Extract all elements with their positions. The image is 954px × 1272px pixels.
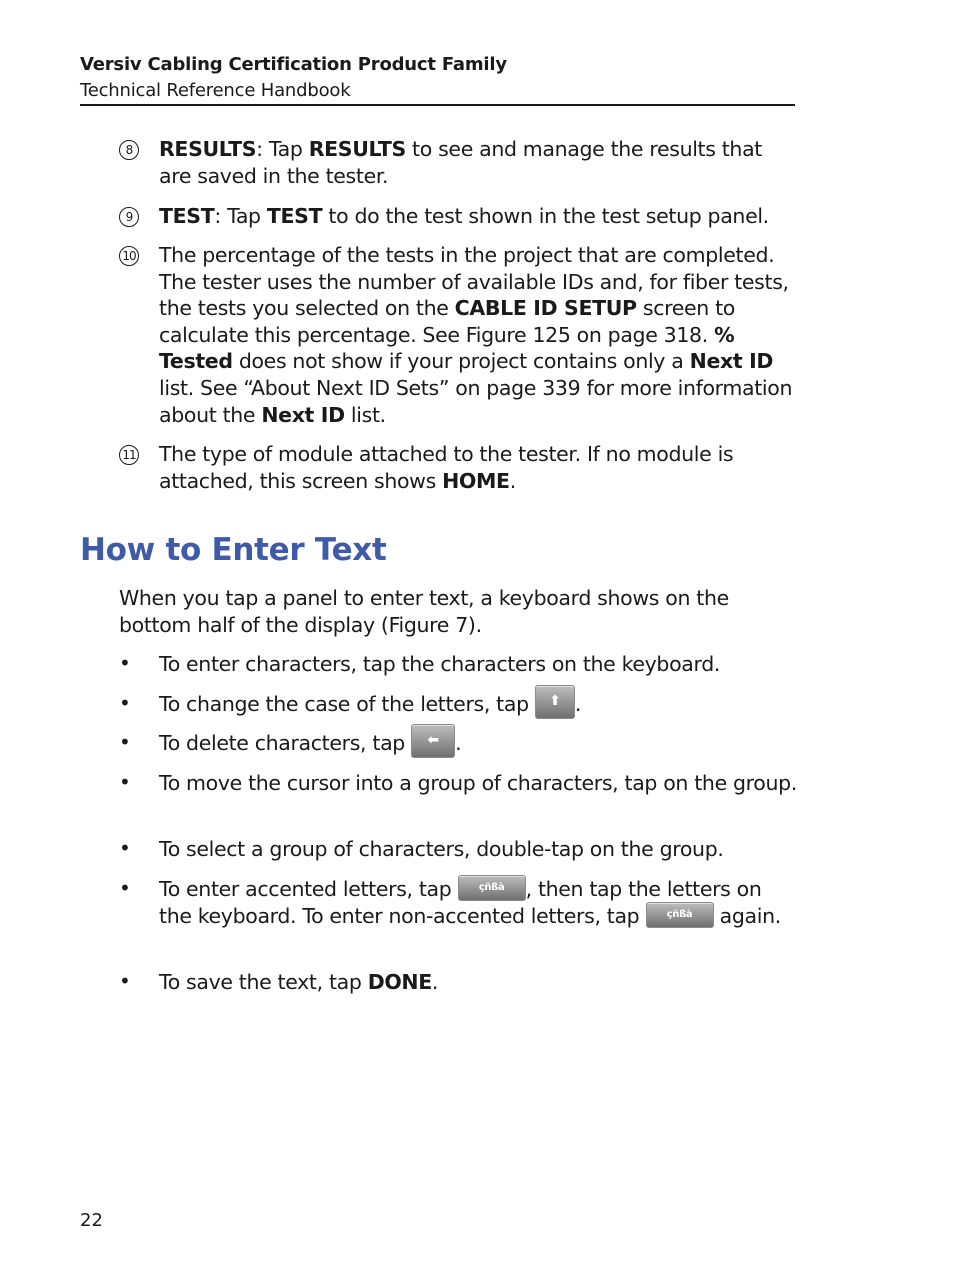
section-intro: When you tap a panel to enter text, a keyboard shows on the bottom half of the display (Figure 7). — [119, 586, 729, 637]
ui-term: HOME — [442, 468, 510, 493]
ui-term: TEST — [266, 204, 323, 228]
text-run: The type of module attached to the tester. If no module is attached, this screen shows — [159, 442, 734, 493]
text-run: again. — [713, 903, 781, 928]
text-run: To enter accented letters, tap — [159, 877, 458, 901]
accent-key-icon: çñßà — [458, 875, 526, 901]
callout-text — [159, 203, 799, 230]
callout-number: 11 — [119, 445, 139, 465]
page-number: 22 — [80, 1210, 103, 1231]
left-arrow-icon: ⬅ — [411, 724, 455, 758]
callout-text — [159, 136, 799, 189]
header-title: Versiv Cabling Certification Product Family — [80, 54, 507, 75]
list-item-text — [159, 836, 799, 863]
text-run: . — [455, 731, 462, 755]
text-run: list. — [344, 402, 386, 427]
text-run: To delete characters, tap — [159, 731, 412, 755]
text-run: . — [431, 970, 439, 994]
up-arrow-icon: ⬆ — [535, 685, 575, 719]
text-run: To move the cursor into a group of characters, tap on the group. — [159, 771, 797, 795]
text-run: . — [574, 692, 582, 716]
ui-term: RESULTS — [159, 137, 257, 161]
text-run: : Tap — [214, 204, 267, 228]
text-run: . — [509, 468, 516, 493]
bullet-marker: • — [119, 770, 131, 794]
section-title: How to Enter Text — [80, 532, 387, 568]
text-run: screen to calculate this percentage. See Figure 125 on page 318. — [159, 296, 735, 347]
text-run: To save the text, tap — [159, 970, 368, 994]
text-run: : Tap — [256, 137, 309, 161]
ui-term: Next ID — [689, 349, 774, 374]
bullet-marker: • — [119, 969, 131, 993]
running-header — [80, 52, 795, 103]
list-item-text — [159, 876, 799, 929]
list-item-text — [159, 969, 799, 996]
header-subtitle: Technical Reference Handbook — [80, 80, 351, 101]
list-item-text — [159, 770, 799, 797]
text-run: To enter characters, tap the characters on the keyboard. — [159, 652, 721, 676]
text-run: does not show if your project contains only a — [232, 349, 690, 374]
list-item-text — [159, 651, 799, 678]
bullet-marker: • — [119, 876, 131, 900]
callout-number: 10 — [119, 246, 139, 266]
ui-term: Next ID — [261, 402, 345, 427]
text-run: to see and manage the results that are saved in the tester. — [159, 137, 762, 188]
list-item-text — [159, 691, 799, 719]
ui-term: CABLE ID SETUP — [454, 296, 637, 321]
callout-number: 9 — [119, 207, 139, 227]
bullet-marker: • — [119, 651, 131, 675]
ui-term: % Tested — [159, 322, 735, 374]
callout-text — [159, 242, 799, 428]
text-run: list. See “About Next ID Sets” on page 339 for more information about the — [159, 375, 793, 427]
callout-number: 8 — [119, 140, 139, 160]
text-run: The percentage of the tests in the project that are completed. The tester uses the number of available IDs and, for fiber tests, the tests you selected on the — [159, 243, 789, 321]
text-run: , then tap the letters on the keyboard. To enter non-accented letters, tap — [159, 877, 762, 928]
callout-text — [159, 441, 799, 494]
header-rule — [80, 104, 795, 106]
bullet-marker: • — [119, 730, 131, 754]
text-run: To change the case of the letters, tap — [159, 692, 535, 716]
ui-term: TEST — [159, 204, 215, 228]
accent-key-icon: çñßà — [646, 902, 714, 928]
ui-term: RESULTS — [308, 137, 406, 161]
list-item-text — [159, 730, 799, 758]
text-run: to do the test shown in the test setup panel. — [322, 204, 769, 228]
bullet-marker: • — [119, 836, 131, 860]
bullet-marker: • — [119, 691, 131, 715]
ui-term: DONE — [367, 970, 432, 994]
text-run: To select a group of characters, double-tap on the group. — [159, 837, 724, 861]
